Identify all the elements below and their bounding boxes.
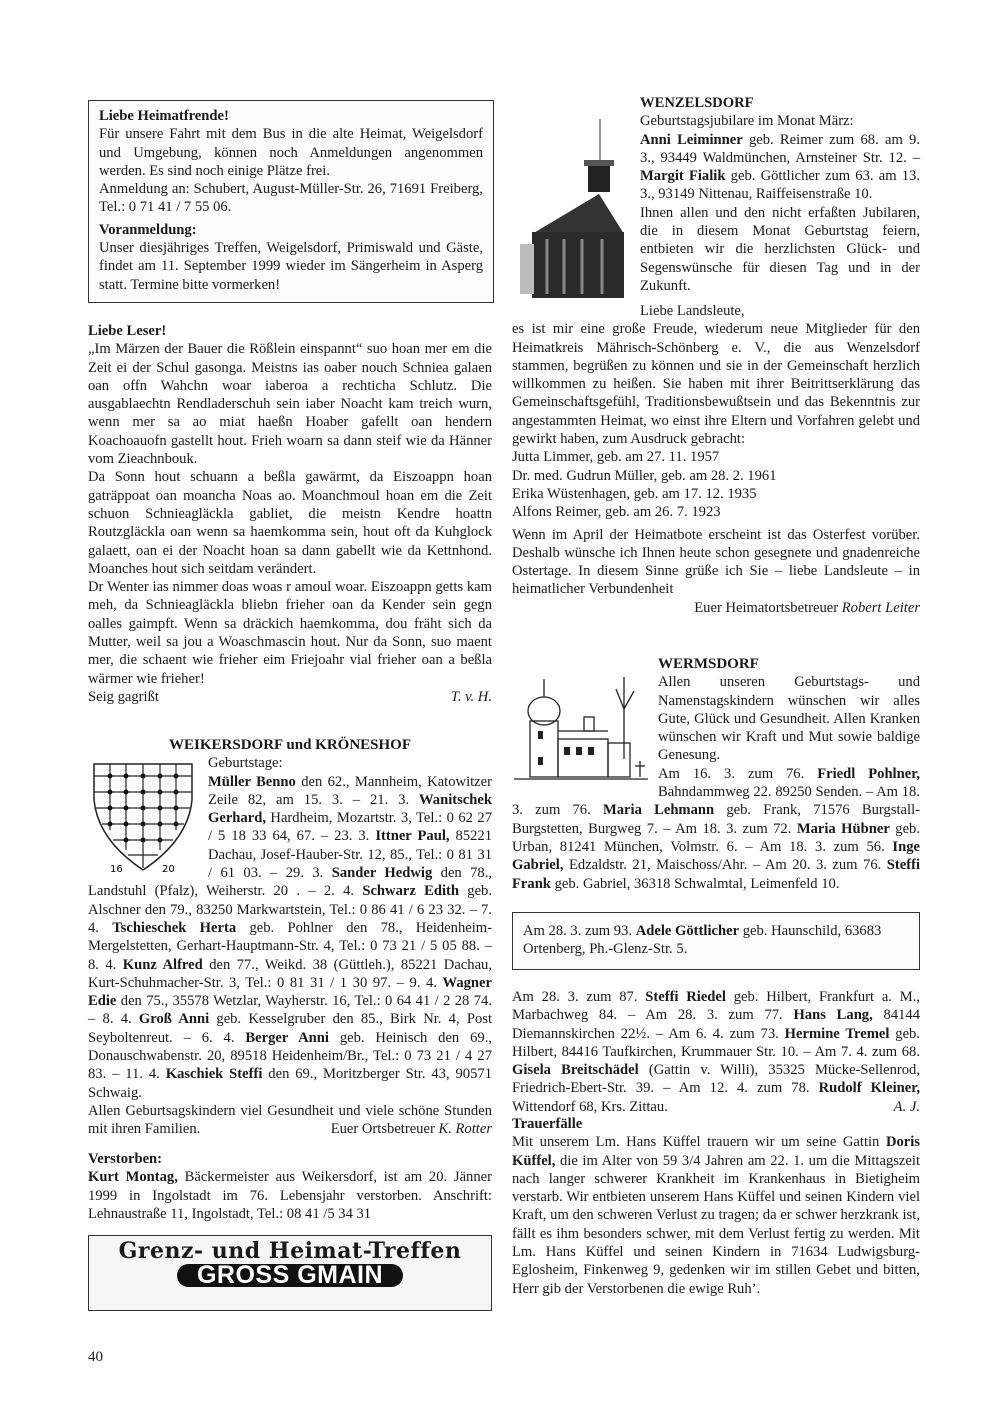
text-segment: den 75., 35578 Wetzlar, Wayherstr. 16, Tel.: 0 64 41 / 2 28 74. – 8. 4.	[88, 993, 492, 1028]
person-name: Maria Hübner	[796, 820, 890, 837]
church-illustration-icon	[512, 669, 652, 795]
signature-prefix: Euer Heimatortsbetreuer	[694, 599, 839, 616]
birthdays-closing: Allen Geburtsagskindern viel Gesundheit und viele schöne Stunden mit ihren Familien.	[88, 1102, 492, 1138]
text-segment: geb. Haunschild, 63683 Ortenberg, Ph.-Glenz-Str. 5.	[523, 923, 882, 958]
person-name: Hermine Tremel	[784, 1025, 890, 1042]
person-name: Sander Hedwig	[331, 865, 433, 882]
notice-text: Für unsere Fahrt mit dem Bus in die alte Heimat, Weigelsdorf und Umgebung, können noch Anmeldungen angenommen werden. Es sind noch einige Plätze frei.	[99, 126, 483, 179]
member-item: Erika Wüstenhagen, geb. am 17. 12. 1935	[512, 485, 757, 502]
letter-text: es ist mir eine große Freude, wiederum neue Mitglieder für den Heimatkreis Mährisch-Schönberg e. V., die aus Wenzelsdorf stammen, begrüßen zu können und sie in der Gemeinschaft herzlich willkommen zu heißen. Sie haben mit ihrer Beitrittserklärung das Gemeinschaftsgefühl, Traditionsbewußtsein und das Bekenntnis zur angestammten Heimat, wo einst ihre Eltern und Vorfahren gelebt und gewirkt haben, zum Ausdruck gebracht:	[512, 321, 920, 448]
weikersdorf-heading: WEIKERSDORF und KRÖNESHOF	[169, 737, 411, 753]
text-segment: den 69., Moritzberger Str. 43, 90571 Schwaig.	[88, 1066, 492, 1101]
verstorben-text	[88, 1168, 492, 1223]
leser-article	[88, 322, 492, 706]
highlight-text	[523, 922, 909, 959]
person-name: Groß Anni	[138, 1011, 210, 1028]
person-name: Steffi Riedel	[645, 989, 726, 1005]
birthdays-list	[512, 988, 920, 1116]
leser-author: T. v. H.	[450, 688, 492, 705]
text-segment: geb. Heinisch den 69., Donauschwabenstr. 20, 89518 Heidenheim/Br., Tel.: 0 73 21 / 4 27 83. – 11. 4.	[88, 1029, 492, 1083]
text-segment: geb. Gabriel, 36318 Schwalmtal, Leimenfeld 10.	[550, 875, 840, 892]
notice-box	[88, 100, 494, 303]
new-members-list	[512, 448, 920, 521]
person-name: Wagner Edie	[88, 974, 492, 1010]
text-segment: Bahndammweg 22. 89250 Senden. – Am 18. 3. zum 76.	[512, 784, 920, 819]
preregistration-text: Unser diesjähriges Treffen, Weigelsdorf, Primiswald und Gäste, findet am 11. September 1999 wieder im Sängerheim in Asperg statt. Termine bitte vormerken!	[99, 240, 483, 293]
text-segment: Wittendorf 68, Krs. Zittau.	[512, 1098, 668, 1115]
banner-title: Grenz- und Heimat-Treffen	[118, 1238, 462, 1264]
text-segment: geb. Pohlner den 78., Heidenheim-Mergelstetten, Gerhart-Hauptmann-Str. 4, Tel.: 0 73 21 / 5 05 88. – 8. 4.	[88, 919, 492, 973]
banner-location: GROSS GMAIN	[177, 1264, 403, 1286]
text-segment: geb. Göttlicher zum 63. am 13. 3., 93149 Nittenau, Raiffeisenstraße 10.	[640, 168, 921, 203]
text-segment: (Gattin v. Willi), 35325 Mücke-Sellenrod, Friedrich-Ebert-Str. 39. – Am 12. 4. zum 78.	[512, 1062, 920, 1097]
text-segment: den 78., Landstuhl (Pfalz), Weiherstr. 20 . – 2. 4.	[88, 865, 493, 900]
verstorben-heading: Verstorben:	[88, 1151, 163, 1167]
text-segment: 85221 Dachau, Josef-Hauber-Str. 12, 85., Tel.: 0 81 31 / 61 03. – 29. 3.	[208, 828, 492, 882]
text-segment: geb. Frank, 71576 Burgstall-Burgstetten, Burgweg 7. – Am 18. 3. zum 72.	[512, 802, 921, 837]
trauerfaelle-text	[512, 1133, 920, 1298]
treffen-banner	[88, 1235, 492, 1311]
text-segment: Am 16. 3. zum 76.	[658, 765, 818, 782]
person-name: Maria Lehmann	[602, 802, 715, 819]
person-name: Kaschiek Steffi	[165, 1066, 263, 1083]
trauerfaelle-section	[512, 1115, 920, 1298]
notice-registration: Anmeldung an: Schubert, August-Müller-Str. 26, 71691 Freiberg, Tel.: 0 71 41 / 7 55 06.	[99, 181, 483, 216]
person-name: Rudolf Kleiner,	[818, 1080, 921, 1097]
text-segment: Allen unseren Geburtstags- und Namenstagskindern wünschen wir alles Gute, Glück und Gesundheit. Allen Kranken wünschen wir Kraft und Mut sowie baldige Genesung.	[658, 674, 920, 764]
deceased-details: Bäckermeister aus Weikersdorf, ist am 20. Jänner 1999 in Ingolstadt im 76. Lebensjahr verstorben. Anschrift: Lehnaustraße 11, Ingolstadt, Tel.: 08 41 /5 34 31	[88, 1169, 492, 1222]
person-name: Gisela Breitschädel	[512, 1062, 639, 1079]
person-name: Friedl Pohlner,	[817, 765, 920, 782]
crest-year: 20	[162, 864, 175, 876]
leser-paragraph: „Im Märzen der Bauer die Rößlein einspannt“ suo hoan mer em die Zeit ei der Schul gasonga. Meistns ias oaber nouch Schniea galaen oan offn Wahchn woar iaberoa a rechticha Schlutz. Die ausgablaechtn Rendladerschuh sein iaber Noacht kam treich wurn, wenn mer sa ao miat haeßn Hoaber gafellt oan hendern Koachoauofn gastellt hout. Frieh woarn sa dann steif wie da Hänner vom Zieachnbouk.	[88, 341, 492, 468]
signature-name: Robert Leiter	[841, 599, 920, 616]
person-name: Wanitschek Gerhard,	[208, 791, 492, 827]
jubilee-subheading: Geburtstagsjubilare im Monat März:	[640, 113, 854, 130]
person-name: Adele Göttlicher	[635, 923, 740, 939]
wermsdorf-author: A. J.	[893, 1098, 920, 1115]
text-segment: geb. Kesselgruber den 85., Birk Nr. 4, Post Seyboltenreut. – 6. 4.	[88, 1011, 492, 1046]
text-segment: geb. Hilbert, Frankfurt a. M., Marbachweg 84. – Am 28. 3. zum 77.	[512, 989, 920, 1024]
text-segment: geb. Alschner den 79., 83250 Markwartstein, Tel.: 0 86 41 / 6 23 32. – 7. 4.	[88, 883, 492, 936]
wenzelsdorf-section	[512, 94, 920, 617]
person-name: Margit Fialik	[640, 168, 726, 185]
text-segment: Mit unserem Lm. Hans Küffel trauern wir um seine Gattin	[512, 1134, 886, 1151]
text-segment: 84144 Diemannskirchen 22½. – Am 6. 4. zum 73.	[512, 1007, 921, 1042]
wermsdorf-section	[512, 655, 920, 893]
person-name: Hans Lang,	[793, 1007, 873, 1024]
person-name: Ittner Paul,	[375, 828, 450, 845]
wermsdorf-more-birthdays	[512, 988, 920, 1116]
crest-shield-icon	[88, 760, 200, 878]
leser-greeting: Seig gagrißt	[88, 688, 159, 705]
wenzelsdorf-heading: WENZELSDORF	[640, 95, 754, 111]
trauerfaelle-heading: Trauerfälle	[512, 1116, 583, 1132]
text-segment: Hardheim, Mozartstr. 3, Tel.: 0 62 27 / 5 18 33 64, 67. – 23. 3.	[208, 810, 492, 845]
birthdays-subheading: Geburtstage:	[208, 755, 283, 772]
chapel-illustration-icon	[512, 94, 632, 306]
person-name: Tschieschek Herta	[112, 919, 237, 936]
text-segment: geb. Urban, 81241 München, Volmstr. 6. – Am 18. 3. zum 56.	[512, 820, 920, 855]
person-name: Kunz Alfred	[122, 956, 203, 973]
person-name: Doris Küffel,	[512, 1134, 920, 1169]
person-name: Anni Leiminner	[640, 131, 743, 148]
text-segment: die im Alter von 59 3/4 Jahren am 22. 1. um die Mittagszeit nach langer schwerer Krankheit im Krankenhaus in Bietigheim verstarb. Wir entbieten unserem Hans Küffel und seinen Kindern viel Kraft, um den schweren Verlust zu tragen; da er schwer herzkrank ist, fällt es ihm besonders schwer, mit dem Verlust fertig zu werden. Mit Lm. Hans Küffel und seinen Kindern in 71634 Ludwigsburg-Eglosheim, Finkenweg 9, gedenken wir im stillen Gebet und bitten, Herr gib der Verstorbenen die ewige Ruh’.	[512, 1152, 920, 1297]
preregistration-heading: Voranmeldung:	[99, 221, 197, 238]
page-number: 40	[88, 1349, 103, 1365]
highlight-box	[512, 912, 920, 970]
jubilee-wishes: Ihnen allen und den nicht erfaßten Jubilaren, die in diesem Monat Geburtstag feiern, entbieten wir die herzlichsten Glück- und Segenswünsche für diesen Tag und in der Zukunft.	[640, 204, 920, 294]
wermsdorf-heading: WERMSDORF	[658, 656, 759, 672]
verstorben-section	[88, 1150, 492, 1223]
deceased-name: Kurt Montag,	[88, 1169, 178, 1186]
member-item: Alfons Reimer, geb. am 26. 7. 1923	[512, 504, 721, 521]
person-name: Müller Benno	[208, 773, 296, 790]
text-segment: geb. Reimer zum 68. am 9. 3., 93449 Waldmünchen, Arnsteiner Str. 12. –	[640, 131, 920, 166]
person-name: Schwarz Edith	[362, 883, 459, 900]
leser-heading: Liebe Leser!	[88, 323, 167, 339]
easter-greeting: Wenn im April der Heimatbote erscheint ist das Osterfest vorüber. Deshalb wünsche ich Ihnen heute schon gesegnete und gnadenreiche Ostertage. In diesem Sinne grüße ich Sie – liebe Landsleute – in heimatlicher Verbundenheit	[512, 526, 920, 598]
leser-paragraph: Dr Wenter ias nimmer doas woas r amoul woar. Eiszoappn getts kam meh, da Schnieagläckla bliebn frieher oan da Kender sein gegn oalles gaimpft. Wenn sa dräckich haemkomma, dou fräht sich da Mutter, weil sa jou a Woaschmascin hout. Nur da Sonn, suo maent mer, die schaent wie frieher eim Friejoahr vial frieher oan a beßla wärmer wie frieher!	[88, 579, 492, 687]
signature-name: K. Rotter	[438, 1121, 492, 1138]
text-segment: den 77., Weikd. 38 (Güttleh.), 85221 Dachau, Kurt-Schuhmacher-Str. 3, Tel.: 0 81 31 / 1 30 97. – 9. 4.	[88, 956, 493, 991]
leser-paragraph: Da Sonn hout schuann a beßla gawärmt, da Eiszoappn hoan gaträppoat oan moancha Noas ao. Moanchmoul hoan em die Zeit schuon Schnieagläckla gabliet, die meistn Kendre hoattn Routzgläckla oan wenn sa haemkomma sein, hout oft da Kuhglock galaett, oan ei der Noacht hoan sa dann gabellt wie da Kettnhond. Moanches hout sich seitdam verändert.	[88, 469, 492, 577]
text-segment: geb. Hilbert, 84416 Taufkirchen, Krummauer Str. 10. – Am 7. 4. zum 68.	[512, 1025, 921, 1060]
text-segment: den 62., Mannheim, Katowitzer Zeile 82, am 15. 3. – 21. 3.	[208, 773, 492, 808]
person-name: Steffi Frank	[512, 857, 920, 892]
text-segment: Am 28. 3. zum 87.	[512, 989, 646, 1005]
weikersdorf-section	[88, 736, 492, 1139]
text-segment: Am 28. 3. zum 93.	[523, 923, 636, 939]
text-segment: Edzaldstr. 21, Maischoss/Ahr. – Am 20. 3. zum 76.	[563, 857, 887, 874]
member-item: Jutta Limmer, geb. am 27. 11. 1957	[512, 449, 720, 466]
person-name: Berger Anni	[245, 1029, 329, 1046]
letter-salutation: Liebe Landsleute,	[640, 303, 745, 319]
signature-prefix: Euer Ortsbetreuer	[330, 1121, 435, 1138]
notice-heading: Liebe Heimatfrende!	[99, 108, 229, 124]
member-item: Dr. med. Gudrun Müller, geb. am 28. 2. 1961	[512, 467, 777, 484]
person-name: Inge Gabriel,	[512, 838, 920, 874]
crest-year: 16	[110, 864, 123, 876]
